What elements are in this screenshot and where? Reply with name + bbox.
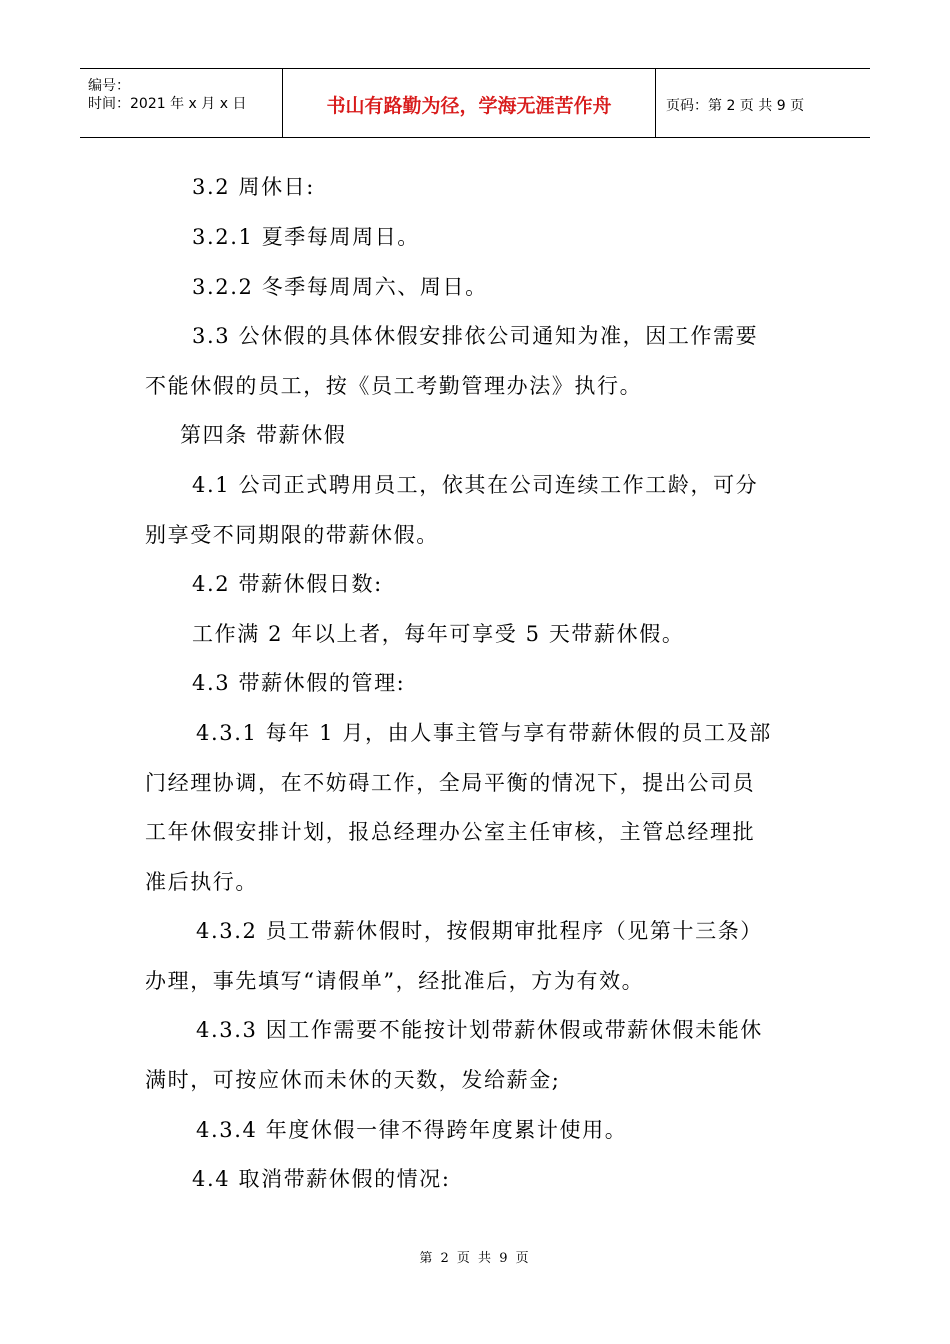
header-page-info: 页码：第 2 页 共 9 页 [666, 98, 805, 114]
date-label: 时间：2021 年 x 月 x 日 [88, 96, 247, 112]
document-header [80, 68, 870, 138]
article-4-heading: 第四条 带薪休假 [180, 423, 347, 447]
section-3-3: 3.3 公休假的具体休假安排依公司通知为准，因工作需要 [192, 324, 759, 348]
motto-text: 书山有路勤为径，学海无涯苦作舟 [326, 95, 612, 117]
section-4-1: 4.1 公司正式聘用员工，依其在公司连续工作工龄，可分 [192, 473, 759, 497]
header-page-cell [656, 69, 870, 137]
section-4-3-3: 4.3.3 因工作需要不能按计划带薪休假或带薪休假未能休 [196, 1018, 763, 1042]
number-label: 编号： [88, 78, 130, 94]
section-4-3-2: 4.3.2 员工带薪休假时，按假期审批程序（见第十三条） [196, 919, 763, 943]
section-4-3-1-cont: 门经理协调，在不妨碍工作，全局平衡的情况下，提出公司员 [145, 771, 756, 795]
section-3-2-2: 3.2.2 冬季每周周六、周日。 [192, 275, 488, 299]
page-footer: 第 2 页 共 9 页 [419, 1251, 531, 1266]
section-4-3-2-cont: 办理，事先填写“请假单”，经批准后，方为有效。 [145, 969, 645, 993]
section-3-2: 3.2 周休日: [192, 175, 315, 199]
header-info-cell [80, 69, 283, 137]
section-4-2-text: 工作满 2 年以上者，每年可享受 5 天带薪休假。 [192, 622, 685, 646]
section-4-3: 4.3 带薪休假的管理: [192, 671, 406, 695]
section-4-3-1: 4.3.1 每年 1 月，由人事主管与享有带薪休假的员工及部 [196, 721, 772, 745]
section-4-3-3-cont: 满时，可按应休而未休的天数，发给薪金; [145, 1068, 561, 1092]
header-motto-cell [283, 69, 656, 137]
section-4-3-1-cont: 工年休假安排计划，报总经理办公室主任审核，主管总经理批 [145, 820, 756, 844]
section-4-4: 4.4 取消带薪休假的情况: [192, 1167, 451, 1191]
section-4-2: 4.2 带薪休假日数: [192, 572, 383, 596]
section-4-3-4: 4.3.4 年度休假一律不得跨年度累计使用。 [196, 1118, 628, 1142]
section-4-3-1-cont: 准后执行。 [145, 870, 258, 894]
section-4-1-cont: 别享受不同期限的带薪休假。 [145, 523, 439, 547]
section-3-2-1: 3.2.1 夏季每周周日。 [192, 225, 420, 249]
section-3-3-cont: 不能休假的员工，按《员工考勤管理办法》执行。 [145, 374, 643, 398]
